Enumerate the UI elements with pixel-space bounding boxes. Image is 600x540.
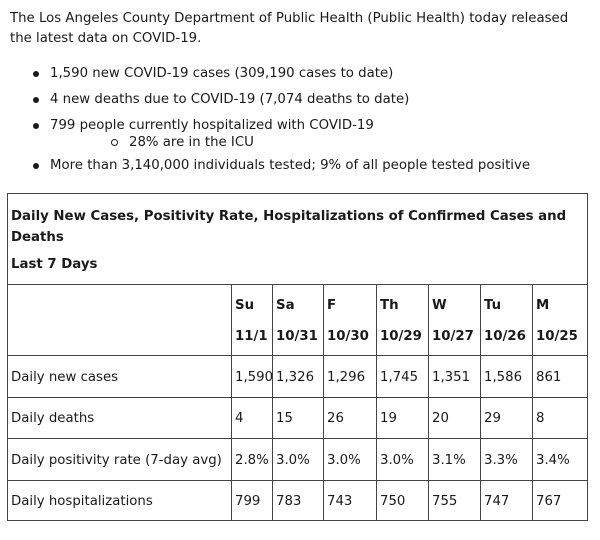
- table-divider: [8, 397, 587, 398]
- table-cell: 799: [235, 494, 261, 509]
- table-cell: 755: [432, 494, 458, 509]
- table-cell: 861: [536, 370, 562, 385]
- bullet-text: 799 people currently hospitalized with COVID-19: [50, 118, 374, 133]
- table-cell: 2.8%: [235, 453, 269, 468]
- row-label-new-cases: Daily new cases: [11, 370, 119, 385]
- intro-text: The Los Angeles County Department of Public Health (Public Health) today released the latest data on COVID-19.: [10, 11, 569, 46]
- bullet-testing: [0, 156, 590, 175]
- sub-bullet-icu: [50, 135, 590, 151]
- date-header: 10/30: [327, 329, 369, 344]
- bullet-text: 4 new deaths due to COVID-19 (7,074 deaths to date): [50, 92, 410, 107]
- table-cell: 19: [380, 411, 397, 426]
- day-header: Tu: [484, 298, 502, 313]
- table-cell: 8: [536, 411, 545, 426]
- row-label-positivity: Daily positivity rate (7-day avg): [11, 453, 222, 468]
- date-header: 10/27: [432, 329, 474, 344]
- table-cell: 29: [484, 411, 501, 426]
- row-label-hospitalizations: Daily hospitalizations: [11, 494, 153, 509]
- table-cell: 1,586: [484, 370, 523, 385]
- table-divider: [8, 438, 587, 439]
- table-divider: [8, 480, 587, 481]
- table-cell: 3.0%: [276, 453, 310, 468]
- bullet-text: 1,590 new COVID-19 cases (309,190 cases to date): [50, 66, 394, 81]
- table-cell: 4: [235, 411, 244, 426]
- table-column-divider: [480, 284, 481, 520]
- day-header: Su: [235, 298, 255, 313]
- daily-stats-table: [7, 193, 588, 521]
- bullet-hospitalized: [0, 116, 590, 151]
- table-cell: 747: [484, 494, 510, 509]
- day-header: M: [536, 298, 550, 313]
- table-cell: 767: [536, 494, 562, 509]
- table-divider: [8, 284, 587, 285]
- table-cell: 3.3%: [484, 453, 518, 468]
- table-column-divider: [428, 284, 429, 520]
- bullet-dot-icon: [33, 97, 39, 103]
- table-cell: 3.4%: [536, 453, 570, 468]
- bullet-new-deaths: [0, 90, 590, 109]
- table-column-divider: [231, 284, 232, 520]
- day-header: F: [327, 298, 337, 313]
- table-cell: 15: [276, 411, 293, 426]
- table-cell: 1,351: [432, 370, 471, 385]
- table-column-divider: [376, 284, 377, 520]
- row-label-deaths: Daily deaths: [11, 411, 95, 426]
- sub-bullet-text: 28% are in the ICU: [129, 135, 254, 150]
- table-column-divider: [532, 284, 533, 520]
- sub-bullet-circle-icon: [111, 139, 118, 146]
- table-column-divider: [272, 284, 273, 520]
- table-cell: 3.0%: [380, 453, 414, 468]
- summary-bullet-list: [0, 60, 590, 175]
- table-subtitle: Last 7 Days: [11, 257, 98, 272]
- date-header: 11/1: [235, 329, 268, 344]
- table-cell: 3.1%: [432, 453, 466, 468]
- bullet-dot-icon: [33, 71, 39, 77]
- table-cell: 750: [380, 494, 406, 509]
- table-cell: 20: [432, 411, 449, 426]
- table-cell: 1,296: [327, 370, 366, 385]
- day-header: Sa: [276, 298, 295, 313]
- table-divider: [8, 355, 587, 356]
- table-cell: 1,326: [276, 370, 315, 385]
- bullet-text: More than 3,140,000 individuals tested; 9% of all people tested positive: [50, 158, 531, 173]
- table-column-divider: [323, 284, 324, 520]
- table-cell: 743: [327, 494, 353, 509]
- bullet-dot-icon: [33, 123, 39, 129]
- date-header: 10/26: [484, 329, 526, 344]
- table-title: Daily New Cases, Positivity Rate, Hospitalizations of Confirmed Cases and Deaths: [11, 209, 567, 245]
- bullet-new-cases: [0, 64, 590, 83]
- date-header: 10/25: [536, 329, 578, 344]
- date-header: 10/31: [276, 329, 318, 344]
- table-cell: 1,590: [235, 370, 274, 385]
- day-header: Th: [380, 298, 399, 313]
- table-cell: 3.0%: [327, 453, 361, 468]
- day-header: W: [432, 298, 447, 313]
- table-cell: 26: [327, 411, 344, 426]
- bullet-dot-icon: [33, 163, 39, 169]
- date-header: 10/29: [380, 329, 422, 344]
- table-cell: 1,745: [380, 370, 419, 385]
- table-cell: 783: [276, 494, 302, 509]
